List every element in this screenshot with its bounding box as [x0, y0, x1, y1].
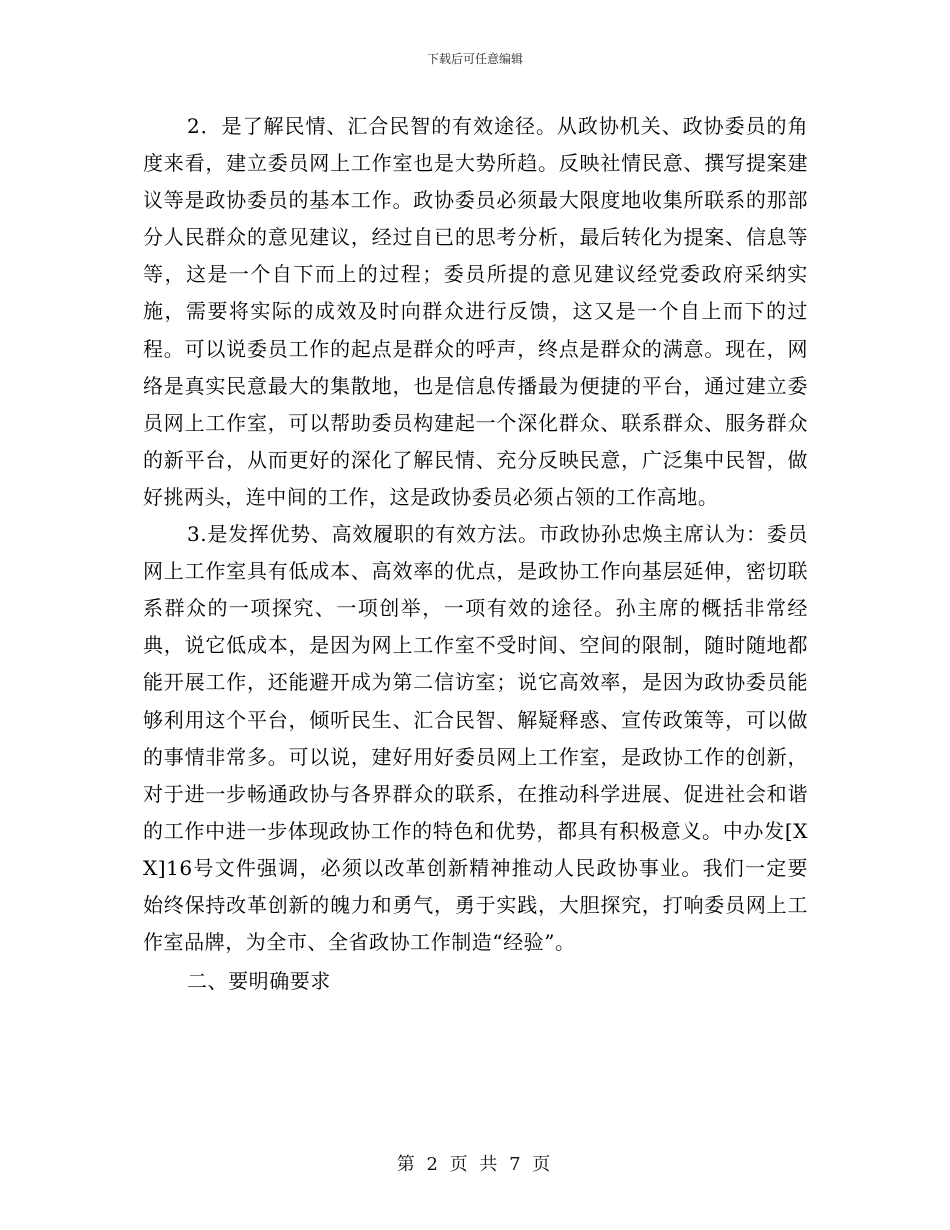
section-heading: 二、要明确要求	[187, 969, 331, 994]
paragraph-point-3: 3.是发挥优势、高效履职的有效方法。市政协孙忠焕主席认为：委员网上工作室具有低成本、高效率的优点，是政协工作向基层延伸，密切联系群众的一项探究、一项创举，一项有效的途径。孙主席的概括非常经典，说它低成本，是因为网上工作室不受时间、空间的限制，随时随地都能开展工作，还能避开成为第二信访室；说它高效率，是因为政协委员能够利用这个平台，倾听民生、汇合民智、解疑释惑、宣传政策等，可以做的事情非常多。可以说，建好用好委员网上工作室，是政协工作的创新，对于进一步畅通政协与各界群众的联系，在推动科学进展、促进社会和谐的工作中进一步体现政协工作的特色和优势，都具有积极意义。中办发[XX]16号文件强调，必须以改革创新精神推动人民政协事业。我们一定要始终保持改革创新的魄力和勇气，勇于实践，大胆探究，打响委员网上工作室品牌，为全市、全省政协工作制造“经验”。	[143, 522, 808, 955]
document-body	[143, 108, 808, 1000]
paragraph-point-2: 2．是了解民情、汇合民智的有效途径。从政协机关、政协委员的角度来看，建立委员网上工作室也是大势所趋。反映社情民意、撰写提案建议等是政协委员的基本工作。政协委员必须最大限度地收集所联系的那部分人民群众的意见建议，经过自已的思考分析，最后转化为提案、信息等等，这是一个自下而上的过程；委员所提的意见建议经党委政府采纳实施，需要将实际的成效及时向群众进行反馈，这又是一个自上而下的过程。可以说委员工作的起点是群众的呼声，终点是群众的满意。现在，网络是真实民意最大的集散地，也是信息传播最为便捷的平台，通过建立委员网上工作室，可以帮助委员构建起一个深化群众、联系群众、服务群众的新平台，从而更好的深化了解民情、充分反映民意，广泛集中民智，做好挑两头，连中间的工作，这是政协委员必须占领的工作高地。	[143, 114, 808, 509]
page-header: 下载后可任意编辑	[426, 52, 523, 66]
page-number: 第 2 页 共 7 页	[396, 1154, 554, 1175]
